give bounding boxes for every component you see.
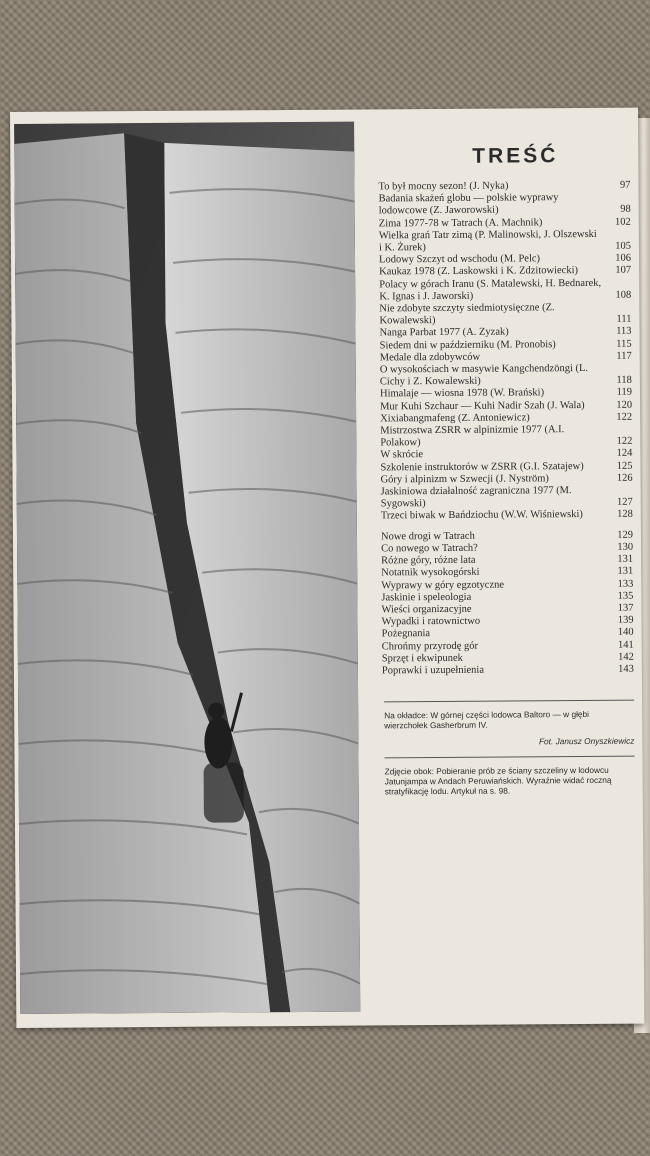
toc-entry-page: 98	[620, 204, 631, 216]
toc-entry-page: 124	[616, 448, 633, 460]
toc-entry-page: 126	[616, 472, 633, 484]
toc-entry-page: 131	[617, 565, 634, 578]
toc-entry-title: O wysokościach w masywie Kangchendzöngi (L. Cichy i Z. Kowalewski)	[379, 363, 589, 388]
toc-entry-title: Lodowy Szczyt od wschodu (M. Pelc)	[379, 253, 541, 266]
toc-entry-title: Jaskiniowa działalność zagraniczna 1977 (M. Sygowski)	[380, 485, 572, 510]
toc-entry-title: Badania skażeń globu — polskie wyprawy lodowcowe (Z. Jaworowski)	[378, 192, 559, 217]
toc-entry-page: 137	[617, 602, 634, 614]
toc-entry	[381, 509, 637, 523]
toc-entry-page: 143	[618, 663, 634, 675]
toc-entry-page: 122	[616, 435, 633, 448]
table-of-contents	[366, 120, 640, 1012]
toc-entry-page: 127	[616, 496, 633, 509]
toc-entry-title: Szkolenie instruktorów w ZSRR (G.I. Szatajew)	[380, 460, 584, 474]
toc-entry-page: 102	[614, 216, 631, 228]
toc-entry-page: 120	[616, 399, 633, 411]
toc-entry-title: Polacy w górach Iranu (S. Matalewski, H. Bednarek, K. Ignas i J. Jaworski)	[379, 277, 602, 303]
toc-entry-page: 130	[617, 541, 634, 553]
toc-entry-title: W skrócie	[380, 449, 424, 461]
toc-entry-title: Kaukaz 1978 (Z. Laskowski i K. Zdzitowiecki)	[379, 265, 579, 278]
toc-list	[366, 180, 637, 678]
toc-entry-title: Wielka grań Tatr zimą (P. Malinowski, J. Olszewski i K. Żurek)	[378, 228, 597, 254]
cover-note-text: Na okładce: W górnej części lodowca Baltoro — w głębi wierzchołek Gasherbrum IV.	[384, 709, 590, 731]
toc-entry-title: Wyprawy w góry egzotyczne	[381, 579, 505, 591]
toc-entry-title: Różne góry, różne lata	[381, 554, 476, 567]
toc-entry-title: Nanga Parbat 1977 (A. Zyzak)	[379, 326, 509, 339]
photo-credit: Fot. Janusz Onyszkiewicz	[538, 735, 635, 746]
toc-entry	[379, 302, 635, 328]
toc-entry-page: 119	[616, 387, 633, 399]
toc-entry-page: 97	[619, 179, 631, 191]
toc-entry-page: 118	[616, 374, 632, 387]
toc-entry-page: 128	[617, 509, 633, 521]
toc-entry-title: Mur Kuhi Szchaur — Kuhi Nadir Szah (J. Wala)	[380, 399, 585, 413]
toc-entry-page: 107	[615, 265, 632, 277]
toc-entry	[382, 664, 638, 678]
photo-caption	[385, 764, 635, 796]
magazine-page	[10, 108, 644, 1028]
toc-entry-title: Poprawki i uzupełnienia	[381, 664, 485, 677]
toc-entry-title: Medale dla zdobywców	[379, 351, 481, 364]
toc-entry-page: 117	[616, 350, 632, 362]
toc-entry-page: 106	[615, 252, 632, 264]
glacier-crevasse-image	[14, 122, 360, 1014]
toc-entry	[379, 192, 635, 218]
toc-entry-title: Góry i alpinizm w Szwecji (J. Nyström)	[380, 473, 549, 486]
toc-entry-page: 111	[616, 313, 632, 326]
divider	[384, 700, 634, 703]
toc-entry-title: Pożegnania	[381, 628, 431, 640]
toc-entry-title: Wypadki i ratownictwo	[381, 615, 481, 628]
toc-entry	[381, 485, 637, 511]
toc-entry	[380, 363, 636, 389]
toc-entry-page: 131	[617, 553, 634, 565]
toc-entry-page: 142	[618, 651, 634, 663]
toc-entry-page: 141	[617, 639, 634, 651]
toc-entry-title: Nie zdobyte szczyty siedmiotysięczne (Z. Kowalewski)	[379, 302, 555, 327]
toc-entry-page: 125	[616, 460, 633, 472]
toc-entry-page: 115	[616, 338, 632, 350]
toc-entry-title: Mistrzostwa ZSRR w alpinizmie 1977 (A.I. Polakow)	[380, 424, 565, 449]
toc-entry-page: 108	[615, 289, 632, 301]
toc-entry	[379, 277, 635, 303]
toc-entry-title: Wieści organizacyjne	[381, 603, 472, 616]
toc-entry-page: 129	[617, 529, 634, 541]
toc-entry-title: Sprzęt i ekwipunek	[381, 652, 463, 665]
toc-entry-title: Himalaje — wiosna 1978 (W. Brański)	[379, 387, 545, 400]
toc-entry-title: Jaskinie i speleologia	[381, 591, 472, 604]
toc-entry-page: 133	[617, 578, 634, 590]
glacier-photo	[14, 122, 360, 1014]
toc-entry-page: 140	[617, 626, 634, 639]
cover-note	[384, 709, 634, 747]
toc-entry-title: Xixiabangmafeng (Z. Antoniewicz)	[380, 412, 530, 425]
toc-entry-title: Co nowego w Tatrach?	[381, 542, 478, 555]
photo-caption-text: Zdjęcie obok: Pobieranie prób ze ściany szczeliny w lodowcu Jatunjampa w Andach Peruwiańskich. Wyraźnie widać roczną stratyfikację lodu. Artykuł na s. 98.	[384, 764, 612, 797]
toc-entry-page: 113	[616, 326, 632, 338]
toc-entry-title: Notatnik wysokogórski	[381, 567, 480, 579]
toc-entry-page: 139	[617, 614, 634, 626]
toc-entry-title: Siedem dni w październiku (M. Pronobis)	[379, 338, 556, 352]
toc-entry-title: To był mocny sezon! (J. Nyka)	[378, 180, 509, 193]
toc-title: TREŚĆ	[472, 144, 559, 168]
divider	[385, 755, 635, 758]
toc-entry-title: Nowe drogi w Tatrach	[380, 530, 475, 543]
toc-entry-page: 105	[615, 240, 631, 252]
toc-entry	[380, 424, 636, 450]
toc-entry-title: Zima 1977-78 w Tatrach (A. Machnik)	[378, 216, 543, 230]
toc-entry-page: 135	[617, 590, 634, 602]
toc-entry-title: Chrońmy przyrodę gór	[381, 640, 479, 652]
toc-entry-title: Trzeci biwak w Bańdziochu (W.W. Wiśniewski)	[380, 509, 583, 522]
toc-entry-page: 122	[616, 411, 633, 423]
toc-entry	[379, 228, 635, 254]
